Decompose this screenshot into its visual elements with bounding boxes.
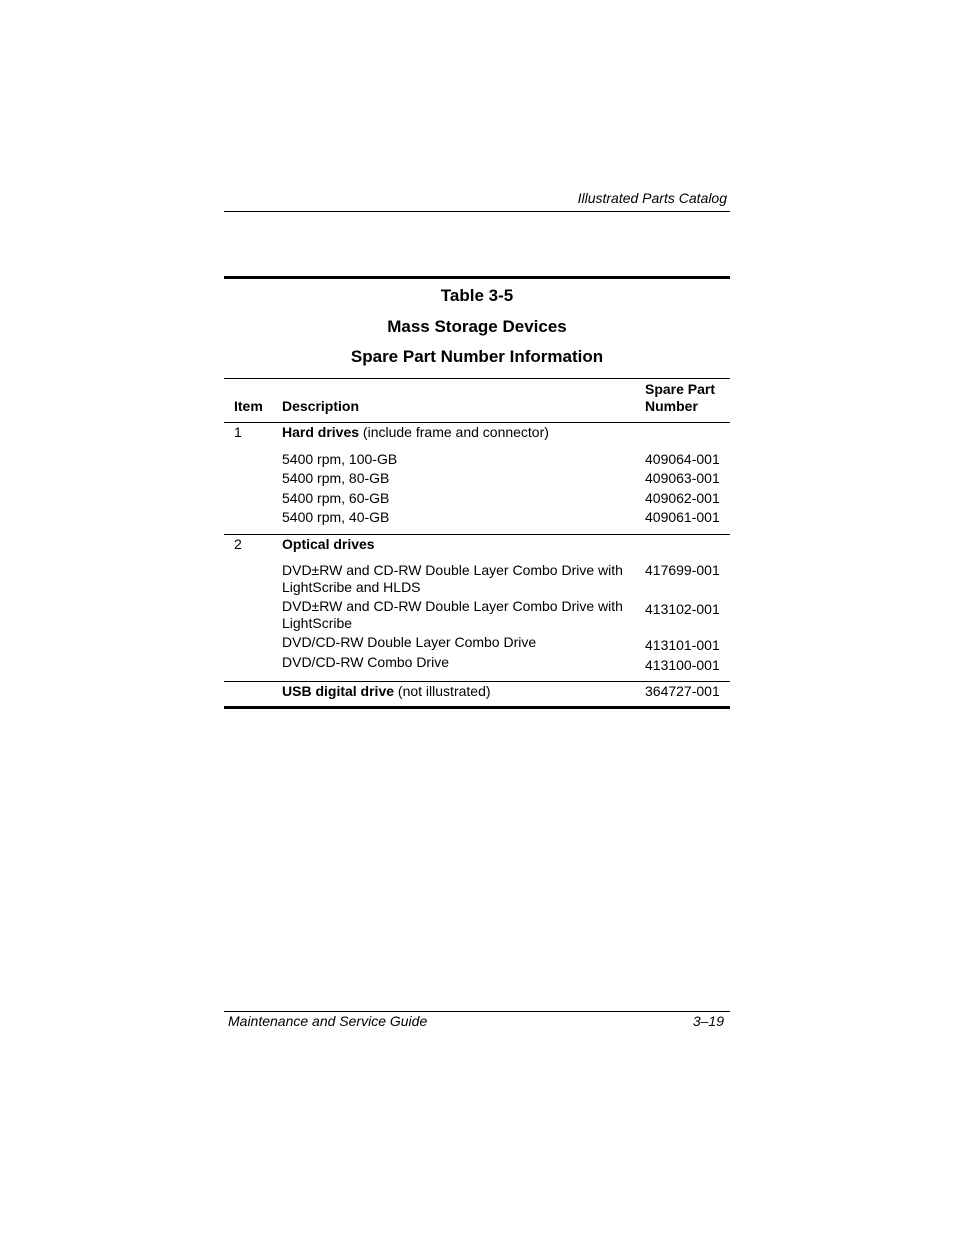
column-header-bottom-rule	[224, 422, 730, 423]
table-row-description-continued: LightScribe	[282, 615, 353, 631]
column-header-spare-part: Spare Part	[645, 381, 716, 397]
table-row-part-number: 409063-001	[645, 470, 720, 486]
table-row-description: 5400 rpm, 100-GB	[282, 451, 398, 467]
running-header: Illustrated Parts Catalog	[577, 190, 727, 206]
table-row-description: 5400 rpm, 80-GB	[282, 470, 390, 486]
table-row-description: DVD/CD-RW Double Layer Combo Drive	[282, 634, 537, 650]
table-row-part-number: 364727-001	[645, 683, 720, 699]
column-header-top-rule	[224, 378, 730, 379]
footer-document-title: Maintenance and Service Guide	[228, 1013, 428, 1029]
table-row-description: DVD±RW and CD-RW Double Layer Combo Drive with	[282, 598, 623, 614]
table-label: Table 3-5	[440, 286, 514, 305]
table-row-part-number: 413102-001	[645, 601, 720, 617]
group-divider-rule	[224, 681, 730, 682]
group-heading-bold: Hard drives	[282, 424, 360, 440]
table-row-part-number: 413101-001	[645, 637, 720, 653]
column-header-description: Description	[282, 398, 360, 414]
table-row-part-number: 413100-001	[645, 657, 720, 673]
table-subtitle: Spare Part Number Information	[350, 347, 604, 366]
header-rule	[224, 211, 730, 212]
group-heading-note: (include frame and connector)	[359, 424, 549, 440]
table-row-part-number: 409061-001	[645, 509, 720, 525]
table-row-description: DVD±RW and CD-RW Double Layer Combo Drive with	[282, 562, 623, 578]
group-heading-usb-digital-drive	[282, 683, 491, 700]
group-heading-note: (not illustrated)	[394, 683, 491, 699]
footer-rule	[224, 1011, 730, 1012]
item-number: 1	[234, 424, 242, 440]
footer-page-number: 3–19	[692, 1013, 724, 1029]
group-divider-rule	[224, 534, 730, 535]
table-row-part-number: 409062-001	[645, 490, 720, 506]
column-header-item: Item	[234, 398, 263, 414]
table-top-rule	[224, 276, 730, 279]
group-heading-bold: USB digital drive	[282, 683, 395, 699]
table-row-part-number: 409064-001	[645, 451, 720, 467]
table-row-description: 5400 rpm, 60-GB	[282, 490, 390, 506]
column-header-number: Number	[645, 398, 698, 414]
table-row-description: DVD/CD-RW Combo Drive	[282, 654, 449, 670]
table-title: Mass Storage Devices	[387, 317, 567, 336]
table-bottom-rule	[224, 706, 730, 709]
table-row-description-continued: LightScribe and HLDS	[282, 579, 421, 595]
table-row-part-number: 417699-001	[645, 562, 720, 578]
item-number: 2	[234, 536, 242, 552]
group-heading-optical-drives: Optical drives	[282, 536, 375, 552]
group-heading-hard-drives	[282, 424, 549, 441]
table-row-description: 5400 rpm, 40-GB	[282, 509, 390, 525]
